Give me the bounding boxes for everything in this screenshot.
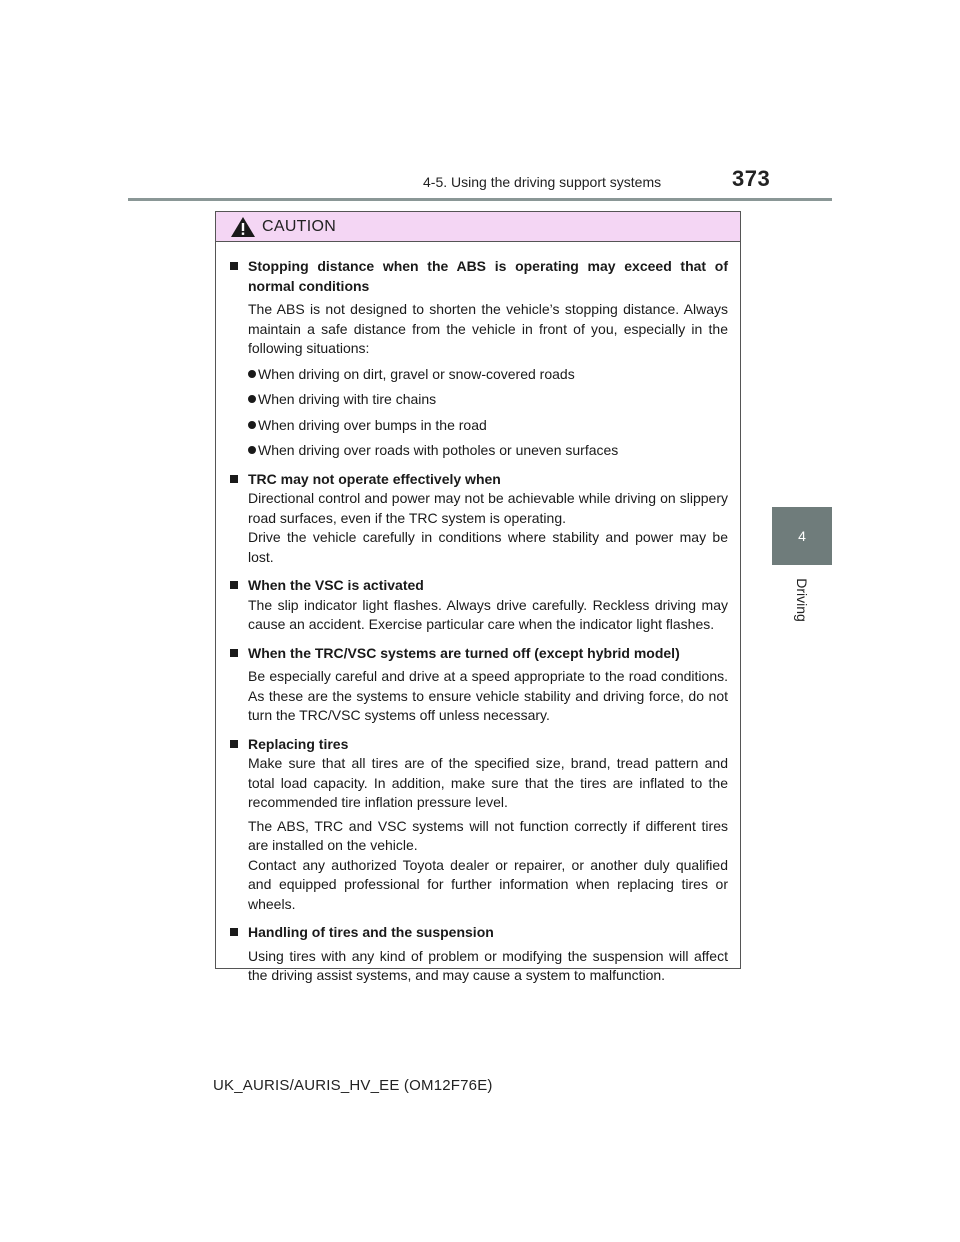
section-title-abs: Stopping distance when the ABS is operating may exceed that of normal conditions (226, 257, 728, 296)
section-title-suspension: Handling of tires and the suspension (226, 923, 728, 943)
section-text-trc: Directional control and power may not be achievable while driving on slippery road surfaces, even if the TRC system is operating. Drive the vehicle carefully in conditions where stability and power may be lost. (248, 490, 728, 565)
section-vsc (226, 576, 728, 635)
section-tires (226, 735, 728, 915)
chapter-label: Driving (794, 578, 810, 622)
chapter-number: 4 (798, 528, 806, 544)
caution-box (215, 211, 741, 983)
section-title-trc: TRC may not operate effectively when (226, 470, 728, 490)
section-trc-vsc-off (226, 644, 728, 726)
header-section-title: 4-5. Using the driving support systems (423, 174, 662, 190)
section-trc (226, 470, 728, 568)
section-abs (226, 257, 728, 461)
section-text-abs: The ABS is not designed to shorten the vehicle’s stopping distance. Always maintain a safe distance from the vehicle in front of you, especially in the following situations: (248, 301, 728, 356)
footer-model-code: UK_AURIS/AURIS_HV_EE (OM12F76E) (213, 1077, 493, 1094)
section-text-trc-vsc-off: Be especially careful and drive at a speed appropriate to the road conditions. As these are the systems to ensure vehicle stability and driving force, do not turn the TRC/VSC systems off unless necessary. (248, 668, 728, 723)
list-item: When driving with tire chains (226, 390, 728, 410)
warning-triangle-icon (230, 216, 256, 238)
chapter-tab (772, 507, 832, 565)
caution-title: CAUTION (262, 217, 337, 235)
section-title-tires: Replacing tires (226, 735, 728, 755)
page-number: 373 (732, 166, 771, 191)
section-text-tires-1: Make sure that all tires are of the specified size, brand, tread pattern and total load capacity. In addition, make sure that the tires are inflated to the recommended tire inflation pressure level. (248, 755, 728, 810)
list-item: When driving over roads with potholes or uneven surfaces (226, 441, 728, 461)
caution-body (216, 242, 740, 986)
header-divider (128, 198, 832, 201)
section-suspension (226, 923, 728, 986)
section-text-suspension: Using tires with any kind of problem or modifying the suspension will affect the driving assist systems, and may cause a system to malfunction. (248, 947, 728, 983)
list-item: When driving on dirt, gravel or snow-covered roads (226, 365, 728, 385)
chapter-label-container (772, 565, 832, 635)
section-text-tires-2: The ABS, TRC and VSC systems will not function correctly if different tires are installed on the vehicle. Contact any authorized Toyota dealer or repairer, or another duly qualified and equipped professional for further information when replacing tires or wheels. (248, 817, 728, 912)
caution-header (216, 212, 740, 242)
section-title-vsc: When the VSC is activated (226, 576, 728, 596)
section-title-trc-vsc-off: When the TRC/VSC systems are turned off (except hybrid model) (226, 644, 728, 664)
section-text-vsc: The slip indicator light flashes. Always drive carefully. Reckless driving may cause an accident. Exercise particular care when the indicator light flashes. (248, 596, 728, 632)
list-item: When driving over bumps in the road (226, 416, 728, 436)
